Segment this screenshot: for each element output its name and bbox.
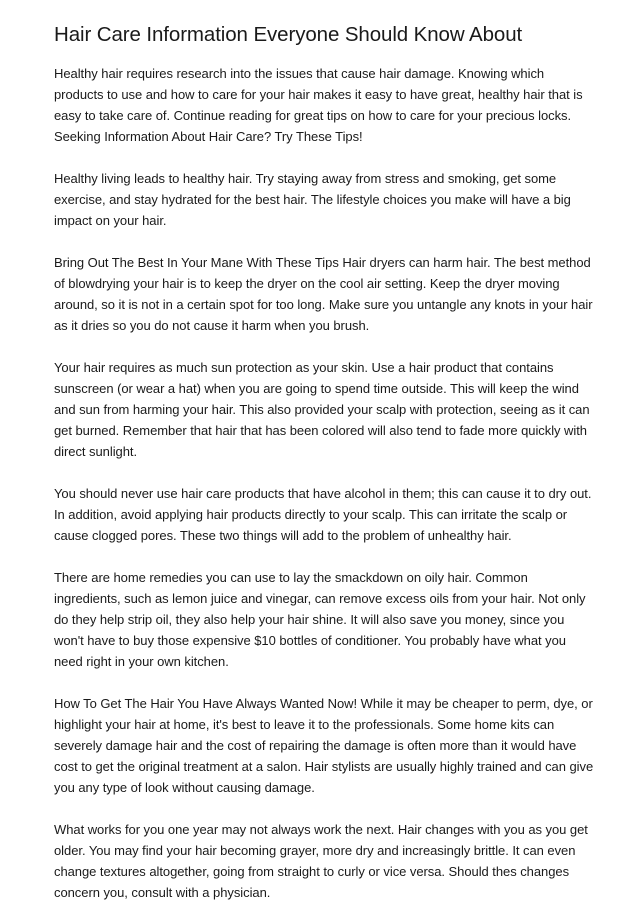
paragraph-hair-dryers: Bring Out The Best In Your Mane With These Tips Hair dryers can harm hair. The best method of blowdrying your hair is to keep the dryer on the cool air setting. Keep the dryer moving around, so it is not in a certain spot for too long. Make sure you untangle any knots in your hair as it dries so you do not cause it harm when you brush. bbox=[54, 255, 593, 333]
document-title: Hair Care Information Everyone Should Know About bbox=[54, 23, 523, 46]
paragraph-home-remedies: There are home remedies you can use to lay the smackdown on oily hair. Common ingredients, such as lemon juice and vinegar, can remove excess oils from your hair. Not only do they help strip oil, they also help your hair shine. It will also save you money, since you won't have to buy those expensive $10 bottles of conditioner. You probably have what you need right in your own kitchen. bbox=[54, 570, 586, 669]
document-page bbox=[54, 22, 594, 924]
paragraph-sun-protection: Your hair requires as much sun protection as your skin. Use a hair product that contains sunscreen (or wear a hat) when you are going to spend time outside. This will keep the wind and sun from harming your hair. This also provided your scalp with protection, seeing as it can get burned. Remember that hair that has been colored will also tend to fade more quickly with direct sunlight. bbox=[54, 360, 590, 459]
paragraph-intro: Healthy hair requires research into the issues that cause hair damage. Knowing which products to use and how to care for your hair makes it easy to have great, healthy hair that is easy to take care of. Continue reading for great tips on how to care for your precious locks. Seeking Information About Hair Care? Try These Tips! bbox=[54, 66, 583, 144]
paragraph-hair-changes: What works for you one year may not always work the next. Hair changes with you as you get older. You may find your hair becoming grayer, more dry and increasingly brittle. It can even change textures altogether, going from straight to curly or vice versa. Should thes changes concern you, consult with a physician. bbox=[54, 822, 588, 900]
paragraph-professionals: How To Get The Hair You Have Always Wanted Now! While it may be cheaper to perm, dye, or highlight your hair at home, it's best to leave it to the professionals. Some home kits can severely damage hair and the cost of repairing the damage is often more than it would have cost to get the original treatment at a salon. Hair stylists are usually highly trained and can give you any type of look without causing damage. bbox=[54, 696, 594, 795]
paragraph-alcohol-products: You should never use hair care products that have alcohol in them; this can cause it to dry out. In addition, avoid applying hair products directly to your scalp. This can irritate the scalp or cause clogged pores. These two things will add to the problem of unhealthy hair. bbox=[54, 486, 592, 543]
paragraph-healthy-living: Healthy living leads to healthy hair. Try staying away from stress and smoking, get some exercise, and stay hydrated for the best hair. The lifestyle choices you make will have a big impact on your hair. bbox=[54, 171, 571, 228]
